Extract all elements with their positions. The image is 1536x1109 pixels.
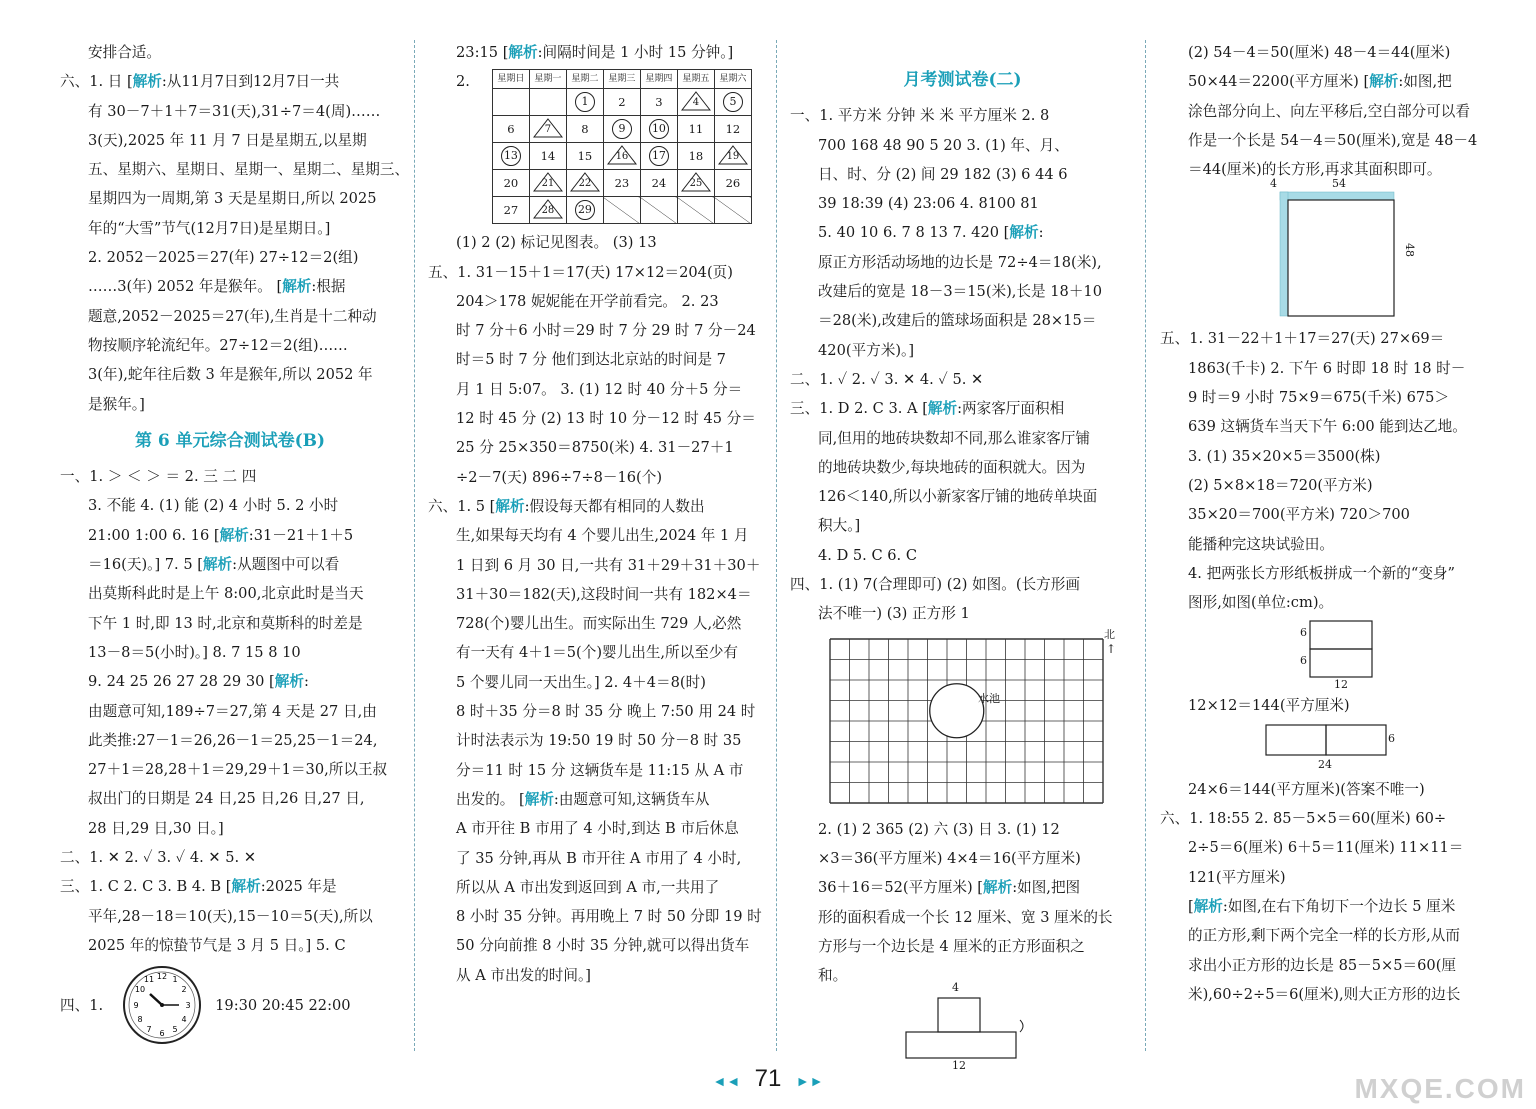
- text-line: 700 168 48 90 5 20 3. (1) 年、月、: [818, 136, 1069, 154]
- text-line: 和。: [818, 967, 848, 985]
- text-line: 二、1. ✕ 2. ✓ 3. ✓ 4. ✕ 5. ✕: [60, 849, 257, 867]
- text-line: 一、1. ＞ ＜ ＞ ＝ 2. 三 二 四: [60, 468, 257, 486]
- calendar-cell: 24: [640, 170, 677, 197]
- text-line: ＝28(米),改建后的篮球场面积是 28×15＝: [818, 312, 1097, 330]
- text-line: 年的“大雪”节气(12月7日)是星期日。]: [88, 219, 331, 237]
- text-line: 六、1. 5 [解析:假设每天都有相同的人数出: [428, 497, 705, 515]
- grid-figure: [828, 627, 1135, 811]
- text-line: 126＜140,所以小新家客厅铺的地砖单块面: [818, 488, 1098, 506]
- column-1: [60, 38, 410, 1046]
- text-line: 3(天),2025 年 11 月 7 日是星期五,以星期: [88, 131, 367, 149]
- section-title: 第 6 单元综合测试卷(B): [134, 430, 326, 451]
- text-line: 24×6＝144(平方厘米)(答案不唯一): [1188, 780, 1425, 798]
- svg-text:1: 1: [172, 975, 178, 985]
- text-line: 题意,2052－2025＝27(年),生肖是十二种动: [88, 307, 377, 325]
- text-line: ……3(年) 2052 年是猴年。 [解析:根据: [88, 278, 346, 296]
- text-line: ×3＝36(平方厘米) 4×4＝16(平方厘米): [818, 849, 1081, 867]
- calendar-cell: 18: [677, 143, 714, 170]
- calendar-cell: 4: [677, 89, 714, 116]
- text-line: 图形,如图(单位:cm)。: [1188, 594, 1334, 612]
- text-line: 方形与一个边长是 4 厘米的正方形面积之: [818, 937, 1085, 955]
- text-line: (1) 2 (2) 标记见图表。 (3) 13: [456, 234, 657, 252]
- fig-label: 12: [952, 1059, 966, 1073]
- calendar-cell: 11: [677, 116, 714, 143]
- stacked-rect-figure: [1300, 617, 1506, 691]
- calendar-cell: 12: [714, 116, 751, 143]
- svg-text:4: 4: [181, 1015, 187, 1025]
- text-line: 2. (1) 2 365 (2) 六 (3) 日 3. (1) 12: [818, 820, 1060, 838]
- text-line: 五、星期六、星期日、星期一、星期二、星期三、: [88, 161, 410, 179]
- text-line: 的地砖块数少,每块地砖的面积就大。因为: [818, 458, 1086, 476]
- calendar-cell: 7: [529, 116, 566, 143]
- text-line: 六、1. 18:55 2. 85－5×5＝60(厘米) 60÷: [1160, 810, 1447, 828]
- text-line: A 市开往 B 市用了 4 小时,到达 B 市后休息: [456, 820, 739, 838]
- svg-text:6: 6: [159, 1029, 165, 1039]
- text-line: 4. D 5. C 6. C: [818, 546, 917, 564]
- shaded-square-figure: [1270, 177, 1506, 324]
- pool-label: 水池: [978, 691, 1000, 705]
- column-separator: [776, 40, 777, 1051]
- text-line: 下午 1 时,即 13 时,北京和莫斯科的时差是: [88, 614, 363, 632]
- text-line: 12×12＝144(平方厘米): [1188, 697, 1350, 715]
- calendar-header-cell: 星期三: [603, 70, 640, 89]
- text-line: 六、1. 日 [解析:从11月7日到12月7日一共: [60, 73, 340, 91]
- text-line: 五、1. 31－15＋1＝17(天) 17×12＝204(页): [428, 263, 733, 281]
- text-line: 36＋16＝52(平方厘米) [解析:如图,把图: [818, 879, 1081, 897]
- text-line: ÷2－7(天) 896÷7÷8－16(个): [456, 468, 663, 486]
- calendar-header-cell: 星期日: [492, 70, 529, 89]
- calendar-cell: 1: [566, 89, 603, 116]
- text-line: 是猴年。]: [88, 395, 145, 413]
- calendar-header-cell: 星期四: [640, 70, 677, 89]
- text-line: 米),60÷2÷5＝6(厘米),则大正方形的边长: [1188, 985, 1461, 1003]
- calendar-cell: 28: [529, 197, 566, 224]
- text-line: 3(年),蛇年往后数 3 年是猴年,所以 2052 年: [88, 366, 373, 384]
- svg-text:2: 2: [181, 985, 187, 995]
- text-line: ＝16(天)。] 7. 5 [解析:从题图中可以看: [88, 556, 340, 574]
- text-line: ＝44(厘米)的长方形,再求其面积即可。: [1188, 161, 1442, 179]
- text-line: 物按顺序轮流纪年。27÷12＝2(组)……: [88, 336, 348, 354]
- wide-rect-figure: [1260, 721, 1506, 775]
- fig-label: 6: [1300, 654, 1307, 668]
- stacked-rect-svg: [1300, 617, 1380, 681]
- text-line: 叔出门的日期是 24 日,25 日,26 日,27 日,: [88, 790, 365, 808]
- page-footer: [0, 1065, 1536, 1093]
- svg-text:12: 12: [157, 972, 168, 982]
- text-line: 5 个婴儿同一天出生。] 2. 4＋4＝8(时): [456, 673, 706, 691]
- calendar-cell: 5: [714, 89, 751, 116]
- fig-label: 54: [1332, 177, 1346, 191]
- calendar-cell: 17: [640, 143, 677, 170]
- text-line: 由题意可知,189÷7＝27,第 4 天是 27 日,由: [88, 702, 377, 720]
- text-line: 420(平方米)。]: [818, 341, 915, 359]
- calendar-header-cell: 星期六: [714, 70, 751, 89]
- calendar-cell: [640, 197, 677, 224]
- calendar-cell: 23: [603, 170, 640, 197]
- text-line: (2) 5×8×18＝720(平方米): [1188, 476, 1373, 494]
- column-3: [790, 38, 1135, 1078]
- north-label: 北: [1104, 627, 1115, 641]
- wide-rect-svg: [1260, 721, 1390, 761]
- text-line: 能播种完这块试验田。: [1188, 535, 1334, 553]
- column-4: [1160, 38, 1506, 1009]
- text-line: 五、1. 31－22＋1＋17＝27(天) 27×69＝: [1160, 330, 1445, 348]
- text-line: 涂色部分向上、向左平移后,空白部分可以看: [1188, 102, 1470, 120]
- text-line: 23:15 [解析:间隔时间是 1 小时 15 分钟。]: [456, 44, 734, 61]
- text-line: 204＞178 妮妮能在开学前看完。 2. 23: [456, 292, 719, 310]
- fig-label: 6: [1300, 626, 1307, 640]
- text-line: 5. 40 10 6. 7 8 13 7. 420 [解析:: [818, 224, 1044, 242]
- calendar-cell: 21: [529, 170, 566, 197]
- calendar-cell: [603, 197, 640, 224]
- text-line: 639 这辆货车当天下午 6:00 能到达乙地。: [1188, 418, 1467, 436]
- text-line: 121(平方厘米): [1188, 868, 1286, 886]
- calendar-cell: 10: [640, 116, 677, 143]
- prev-arrow-icon: ◄◄: [712, 1073, 741, 1089]
- text-line: 2025 年的惊蛰节气是 3 月 5 日。] 5. C: [88, 936, 346, 954]
- text-line: 此类推:27－1＝26,26－1＝25,25－1＝24,: [88, 731, 378, 749]
- text-line: 同,但用的地砖块数却不同,那么谁家客厅铺: [818, 429, 1090, 447]
- text-line: 2÷5＝6(厘米) 6＋5＝11(厘米) 11×11＝: [1188, 839, 1464, 857]
- calendar-header-cell: 星期二: [566, 70, 603, 89]
- calendar-cell: 2: [603, 89, 640, 116]
- text-line: 出莫斯科此时是上午 8:00,北京此时是当天: [88, 585, 364, 603]
- shaded-square-svg: [1270, 184, 1400, 320]
- text-line: 有 30－7＋1＋7＝31(天),31÷7＝4(周)……: [88, 102, 381, 120]
- text-line: 9 时＝9 小时 75×9＝675(千米) 675＞: [1188, 389, 1450, 407]
- text-line: 日、时、分 (2) 间 29 182 (3) 6 44 6: [818, 165, 1068, 183]
- text-line: 改建后的宽是 18－3＝15(米),长是 18＋10: [818, 283, 1102, 301]
- text-line: 8 时＋35 分＝8 时 35 分 晚上 7:50 用 24 时: [456, 703, 756, 721]
- column-separator: [1145, 40, 1146, 1051]
- text-line: 三、1. C 2. C 3. B 4. B [解析:2025 年是: [60, 878, 337, 896]
- text-line: 9. 24 25 26 27 28 29 30 [解析:: [88, 673, 309, 691]
- text-line: 星期四为一周期,第 3 天是星期日,所以 2025: [88, 190, 377, 208]
- text-line: 所以从 A 市出发到返回到 A 市,一共用了: [456, 878, 720, 896]
- fig-label: 4: [1270, 177, 1277, 191]
- text-line: 1 日到 6 月 30 日,一共有 31＋29＋31＋30＋: [456, 556, 761, 574]
- calendar-cell: [529, 89, 566, 116]
- calendar-cell: [677, 197, 714, 224]
- text-line: 出发的。 [解析:由题意可知,这辆货车从: [456, 790, 710, 808]
- section-title: 月考测试卷(二): [903, 70, 1022, 90]
- text-line: 计时法表示为 19:50 19 时 50 分－8 时 35: [456, 732, 742, 750]
- svg-text:3: 3: [185, 1001, 191, 1011]
- calendar-cell: 14: [529, 143, 566, 170]
- fig-label: 6: [1388, 731, 1395, 745]
- fig-label: 12: [1334, 678, 1348, 692]
- text-line: 35×20＝700(平方米) 720＞700: [1188, 506, 1410, 524]
- text-line: 3. 不能 4. (1) 能 (2) 4 小时 5. 2 小时: [88, 497, 339, 515]
- text-line: 作是一个长是 54－4＝50(厘米),宽是 48－4: [1188, 131, 1478, 149]
- page-number: 71: [754, 1065, 782, 1092]
- text-line: 形的面积看成一个长 12 厘米、宽 3 厘米的长: [818, 908, 1113, 926]
- text-line: 31＋30＝182(天),这段时间一共有 182×4＝: [456, 585, 752, 603]
- watermark: MXQE.COM: [1354, 1073, 1526, 1104]
- calendar-cell: 3: [640, 89, 677, 116]
- calendar-cell: 6: [492, 116, 529, 143]
- fig-label: 24: [1318, 757, 1332, 771]
- text-line: 39 18:39 (4) 23:06 4. 8100 81: [818, 195, 1039, 213]
- calendar-cell: [492, 89, 529, 116]
- text-line: 求出小正方形的边长是 85－5×5＝60(厘: [1188, 956, 1456, 974]
- text-line: 13－8＝5(小时)。] 8. 7 15 8 10: [88, 643, 301, 661]
- svg-text:10: 10: [135, 985, 146, 995]
- text-line: (2) 54－4＝50(厘米) 48－4＝44(厘米): [1188, 44, 1451, 61]
- svg-text:7: 7: [146, 1025, 152, 1035]
- calendar-cell: [714, 197, 751, 224]
- text-line: 四、1. (1) 7(合理即可) (2) 如图。(长方形画: [790, 576, 1080, 594]
- calendar-cell: 9: [603, 116, 640, 143]
- calendar-cell: 26: [714, 170, 751, 197]
- text-line: 的正方形,剩下两个完全一样的长方形,从而: [1188, 927, 1460, 945]
- text-line: 8 小时 35 分钟。再用晚上 7 时 50 分即 19 时: [456, 908, 762, 926]
- text-line: 时＝5 时 7 分 他们到达北京站的时间是 7: [456, 351, 726, 369]
- text-line: 12 时 45 分 (2) 13 时 10 分－12 时 45 分＝: [456, 410, 756, 428]
- calendar-header-cell: 星期一: [529, 70, 566, 89]
- text-line: 50×44＝2200(平方厘米) [解析:如图,把: [1188, 73, 1452, 91]
- fig-label: 48: [1403, 243, 1416, 258]
- text-line: 4. 把两张长方形纸板拼成一个新的“变身”: [1188, 564, 1455, 582]
- calendar-block: 2. 星期日 星期一 星期二 星期三 星期四 星期五 星期六 1 2 3 4 5 6 7 8 9 10 11 12 13 14 15 16 17 18 19 20 21 22 23 24 25 26 27 28 29: [428, 67, 766, 228]
- clock-icon: [121, 964, 203, 1046]
- text-line: 积大。]: [818, 517, 861, 535]
- calendar-cell: 16: [603, 143, 640, 170]
- calendar-cell: 13: [492, 143, 529, 170]
- text-line: 二、1. ✓ 2. ✓ 3. ✕ 4. ✓ 5. ✕: [790, 370, 984, 388]
- text-line: 28 日,29 日,30 日。]: [88, 819, 224, 837]
- text-line: 一、1. 平方米 分钟 米 米 平方厘米 2. 8: [790, 107, 1050, 125]
- text-line: 平年,28－18＝10(天),15－10＝5(天),所以: [88, 907, 373, 925]
- text-line: 分＝11 时 15 分 这辆货车是 11:15 从 A 市: [456, 761, 744, 779]
- calendar-cell: 25: [677, 170, 714, 197]
- text-line: 法不唯一) (3) 正方形 1: [818, 605, 970, 623]
- text-line: 月 1 日 5:07。 3. (1) 12 时 40 分＋5 分＝: [456, 380, 743, 398]
- column-separator: [414, 40, 415, 1051]
- fig-label: 4: [952, 981, 959, 995]
- text-line: 了 35 分钟,再从 B 市开往 A 市用了 4 小时,: [456, 849, 742, 867]
- column-2: [428, 38, 766, 990]
- text-line: 2. 2052－2025＝27(年) 27÷12＝2(组): [88, 249, 359, 267]
- clock-row: 四、1. 12 1 2 3 4 5 6 7 8 9 10 11 19:30 20:45 22:00: [60, 964, 400, 1046]
- grid-figure-svg: [828, 627, 1128, 807]
- calendar-cell: 19: [714, 143, 751, 170]
- svg-text:11: 11: [144, 975, 155, 985]
- text-line: 50 分向前推 8 小时 35 分钟,就可以得出货车: [456, 937, 750, 955]
- text-line: [解析:如图,在右下角切下一个边长 5 厘米: [1188, 897, 1456, 915]
- next-arrow-icon: ►►: [795, 1073, 824, 1089]
- north-arrow-icon: ↑: [1106, 641, 1117, 656]
- text-line: 原正方形活动场地的边长是 72÷4＝18(米),: [818, 253, 1102, 271]
- text-line: 时 7 分＋6 小时＝29 时 7 分 29 时 7 分－24: [456, 322, 756, 340]
- t-shape-svg: [900, 990, 1040, 1073]
- calendar-cell: 29: [566, 197, 603, 224]
- text-line: 27＋1＝28,28＋1＝29,29＋1＝30,所以王叔: [88, 761, 388, 779]
- text-line: 生,如果每天均有 4 个婴儿出生,2024 年 1 月: [456, 527, 749, 545]
- calendar-header-cell: 星期五: [677, 70, 714, 89]
- calendar-cell: 8: [566, 116, 603, 143]
- svg-text:9: 9: [133, 1001, 139, 1011]
- text-line: 728(个)婴儿出生。而实际出生 729 人,必然: [456, 615, 742, 633]
- svg-text:5: 5: [172, 1025, 178, 1035]
- calendar-cell: 15: [566, 143, 603, 170]
- calendar-cell: 22: [566, 170, 603, 197]
- text-line: 3. (1) 35×20×5＝3500(株): [1188, 447, 1381, 465]
- text-line: 有一天有 4＋1＝5(个)婴儿出生,所以至少有: [456, 644, 739, 662]
- calendar-cell: 20: [492, 170, 529, 197]
- calendar-table: [492, 69, 752, 224]
- text-line: 从 A 市出发的时间。]: [456, 966, 591, 984]
- calendar-cell: 27: [492, 197, 529, 224]
- text-line: 三、1. D 2. C 3. A [解析:两家客厅面积相: [790, 400, 1065, 418]
- text-line: 安排合适。: [88, 44, 161, 61]
- text-line: 25 分 25×350＝8750(米) 4. 31－27＋1: [456, 439, 734, 457]
- text-line: 1863(千卡) 2. 下午 6 时即 18 时 18 时－: [1188, 359, 1466, 377]
- text-line: 21:00 1:00 6. 16 [解析:31－21＋1＋5: [88, 526, 354, 544]
- svg-text:8: 8: [137, 1015, 143, 1025]
